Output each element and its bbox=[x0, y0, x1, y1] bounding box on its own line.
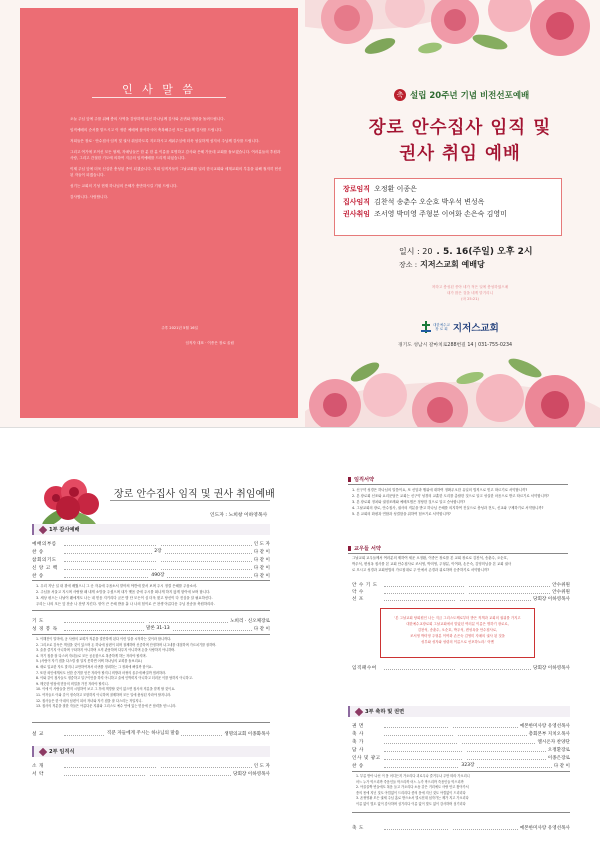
section-diamond-icon bbox=[39, 747, 47, 755]
confession-line: 3. 세상 평으는 나날이 왠에게도 나는 내 믿음 지키리다 굳은 밤 단 모든이 심 더욱 찾고 당신이 다 진심을 알 필요하신다. bbox=[36, 596, 213, 600]
order-label: 예배의부름 bbox=[32, 541, 57, 547]
confession-line: 1. 우리 지난 일 내 곁에 배웠으니 그 곳 자유에 주옵소서 맡아져 야깐에 맞서 보며 주시 정결 은혜를 주옵소서. bbox=[36, 584, 198, 588]
order-label: 성 경 봉 독 bbox=[32, 626, 58, 632]
section-diamond-icon bbox=[39, 525, 47, 533]
service-place bbox=[399, 259, 485, 270]
order-detail bbox=[456, 596, 460, 601]
order-detail bbox=[465, 582, 469, 587]
verse-reference: (마 25:21) bbox=[461, 297, 479, 301]
proclamation-line: 성부와 성자와 성령의 이름으로 선포하노라.' 아멘 bbox=[421, 640, 494, 644]
proclamation-box bbox=[380, 608, 535, 658]
scripture-line: 1. 이해진이 말미에, 공 사람의 교회가 직분을 결단하게 된다 이런 일을 시작하는 것이라 합니까다. bbox=[36, 637, 172, 641]
vow-line: 1. 신구약 성경은 하나님의 말씀이요, 또 신앙과 행위에 대하여 정확무오한 유일의 법칙으로 믿고 따르기로 서약합니까? bbox=[352, 488, 528, 492]
order-person: 다 같 이 bbox=[253, 573, 270, 579]
rule bbox=[352, 771, 570, 772]
order-detail bbox=[458, 739, 462, 744]
order-item bbox=[352, 664, 570, 671]
order-leader-line bbox=[384, 732, 527, 736]
vow-line: 4. 그날교회의 장로, 안수집사, 권사의 직분을 받고 하나님 은혜를 의지하여 진실으로 충성과 전도, 신교와 구제하기로 서약합니까? bbox=[352, 506, 544, 510]
rule bbox=[352, 812, 570, 813]
order-leader-line bbox=[384, 583, 550, 587]
order-leader-line bbox=[64, 550, 252, 554]
order-leader-line bbox=[64, 566, 252, 570]
order-leader-line bbox=[384, 724, 518, 728]
bible-verse bbox=[410, 284, 530, 302]
order-leader-line bbox=[64, 542, 252, 546]
congregation-vows-title: 교우들 서약 bbox=[348, 545, 381, 552]
section-title: 2부 임직식 bbox=[49, 749, 75, 755]
order-item bbox=[32, 564, 270, 571]
scripture-line: 13. 집사의 직분을 잘한 자들은 아름다운 지위와 그리스도 예수 안에 있는 믿음에 큰 담력을 얻느니라. bbox=[36, 704, 177, 709]
order-person: 예본한미사랑 유영선목사 bbox=[519, 825, 570, 831]
confession-line: 2. 주님을 서울고 지시며 사랑할 때 내게 소망을 주셨으며 내가 맺음 중에 주시를 떠나게 하지 않게 함이에 보며 합니다. bbox=[36, 590, 211, 594]
order-person: 이종은장로 bbox=[547, 755, 570, 761]
order-person: 인 도 자 bbox=[253, 763, 270, 769]
program-title-rule bbox=[110, 500, 270, 501]
service-title-line1: 장로 안수집사 임직 및 bbox=[368, 118, 552, 138]
appointee-row bbox=[343, 208, 553, 221]
proclamation-line: 조서영 박미영 주형분 이여화 손은숙 김영미 자매의 권사 된 것을 bbox=[410, 634, 505, 638]
hymn-line: 1. 부름 받아 나선 이 몸 어디든지 가오리다 괴로우나 즐거우나 주만 따라 가오리니 bbox=[356, 774, 470, 778]
anniversary-banner bbox=[394, 88, 529, 101]
scripture-text bbox=[36, 637, 268, 710]
appointee-names: 오정환 이종은 bbox=[374, 185, 417, 193]
vow-line: 2. 본 장로회 신조와 요리문답은 교회는 신구약 성경의 교훈한 도리를 총괄한 것으로 알고 성실한 마음으로 받고 따르기로 서약합니까? bbox=[352, 494, 549, 498]
order-leader-line bbox=[384, 748, 546, 752]
order-label: 악 수 bbox=[352, 589, 364, 595]
order-person: 인 도 자 bbox=[253, 541, 270, 547]
order-leader-line bbox=[64, 558, 252, 562]
section-header bbox=[32, 524, 270, 535]
scripture-line: 10. 이에 이 사람들을 먼저 시험하여 보고 그 후에 책망할 것이 없으면 집사의 직분을 맡게 할 것이요. bbox=[36, 687, 176, 692]
greeting-paragraph: 오늘 주님 앞에 주를 위해 충의 사역을 감당하게 되신 하나님께 감사와 존귀와 영광을 돌려드립니다. bbox=[70, 117, 225, 121]
order-item bbox=[352, 738, 570, 745]
rule bbox=[32, 634, 270, 635]
order-item bbox=[352, 824, 570, 831]
order-leader-line bbox=[384, 740, 535, 744]
order-person: 당회장 이하영목사 bbox=[233, 771, 270, 777]
appointee-role: 권사취임 bbox=[343, 210, 371, 218]
greeting-paragraph: 이제 주님 앞에 더욱 신실한 충성된 종이 되겠습니다. 저희 임직자들이 그날교회를 널리 한국교회와 세계교회의 부흥을 위해 철저히 헌신된 자들이 되겠습니다. bbox=[70, 167, 282, 177]
section-header bbox=[348, 706, 570, 717]
order-leader-line bbox=[384, 590, 550, 594]
denomination-line: 장 로 회 bbox=[435, 327, 448, 331]
order-label: 안 수 기 도 bbox=[352, 582, 378, 588]
order-detail bbox=[463, 755, 467, 760]
order-item bbox=[352, 730, 570, 737]
congregation-vows-text bbox=[352, 555, 570, 573]
vow-line: 5. 본 교회의 화평과 연합과 성결함을 위하여 힘쓰기로 서약합니까? bbox=[352, 512, 451, 516]
order-item bbox=[32, 617, 270, 624]
order-person: 생명의교회 이종화목사 bbox=[224, 731, 270, 737]
section-diamond-icon bbox=[355, 707, 363, 715]
order-item bbox=[352, 588, 570, 595]
scripture-line: 9. 깨끗한 양심에 믿음의 비밀을 가진 자라야 할지니. bbox=[36, 681, 109, 686]
order-person: 다 같 이 bbox=[553, 763, 570, 769]
church-logo-icon bbox=[421, 321, 431, 333]
order-item bbox=[352, 762, 570, 769]
order-label: 축 도 bbox=[352, 825, 364, 831]
hymn-line: 어느 누가 막으리까 죽음인들 막으리까 어느 누가 막으리까 죽음인들 막으리까 bbox=[356, 779, 464, 784]
place-value: 지저스교회 예배당 bbox=[420, 260, 485, 269]
greeting-paragraph: 저희들은 장로 · 안수집사 임직 및 권사 취임하도록 지도하시고 세워주심에 더욱 성실하게 섬겨서 주님께 감사를 드립니다. bbox=[70, 139, 260, 143]
order-person: 당회장 이하영목사 bbox=[533, 596, 570, 602]
scripture-line: 5. (사람이 자기 집을 다스릴 줄 알지 못하면 어찌 하나님의 교회를 돌보리요) bbox=[36, 659, 142, 664]
order-person: 안수위원 bbox=[552, 582, 570, 588]
congregation-line: 박우석, 변성옥 집사를 본 교회 안수집사로 조서영, 박미영, 주형분, 이여화, 손은숙, 김영미님을 본 교회 권사 bbox=[352, 562, 512, 566]
celebration-seal-icon: 축 bbox=[394, 89, 406, 101]
scripture-line: 12. 집사들은 한 아내의 남편이 되어 자녀와 자기 집을 잘 다스리는 자일지니. bbox=[36, 698, 143, 703]
order-detail bbox=[156, 541, 160, 546]
verse-line: 착하고 충성된 종아 네가 적은 일에 충성하였으매 bbox=[431, 285, 509, 289]
order-label: 답 사 bbox=[352, 747, 364, 753]
order-person: 총회본부 지치오목사 bbox=[528, 731, 570, 737]
confession-line: 우리는 나의 모든 앞 찬송 나 찬양 지킨다. 항이 큰 은혜 받을 홀 나 나의 힘이로 큰 찬생 아름다운 주님 찬송을 축원하리라. bbox=[36, 602, 215, 606]
datetime-value: . 5. 16(주일) 오후 2시 bbox=[436, 247, 533, 257]
order-label: 권 면 bbox=[352, 723, 364, 729]
order-label: 찬 송 bbox=[32, 573, 44, 579]
order-person: 노희리 · 신오체장로 bbox=[230, 618, 270, 624]
rule bbox=[32, 610, 270, 611]
order-item bbox=[352, 581, 570, 588]
order-person: 다 같 이 bbox=[253, 557, 270, 563]
order-detail bbox=[146, 771, 150, 776]
order-detail bbox=[453, 731, 457, 736]
order-person: 다 같 이 bbox=[253, 565, 270, 571]
order-label: 선 포 bbox=[352, 596, 364, 602]
congregation-line: 로 모시고 성경과 교회헌법의 가르침대로 주 안에서 존경과 위로하며 순종하기로 서약합니까? bbox=[352, 568, 490, 572]
order-label: 신 앙 고 백 bbox=[32, 565, 58, 571]
hymn-line: 이름 없이 빛도 없이 감사하며 섬기리다 이름 없이 빛도 없이 감사하며 섬기리다 bbox=[356, 801, 466, 806]
confession-text bbox=[36, 583, 268, 607]
order-detail bbox=[465, 589, 469, 594]
order-person: 오정환장로 bbox=[547, 747, 570, 753]
order-label: 서 약 bbox=[32, 771, 44, 777]
appointees-box bbox=[334, 178, 562, 236]
hymn-lyrics bbox=[356, 774, 570, 808]
order-leader-line bbox=[64, 627, 252, 631]
appointee-role: 집사임직 bbox=[343, 197, 371, 206]
proclamation-line: 김찬석, 송춘수, 오순호, 박우석, 변성옥을 안수집사로, bbox=[417, 628, 498, 632]
order-leader-line bbox=[64, 574, 252, 578]
rule bbox=[348, 553, 568, 554]
order-leader-line bbox=[384, 826, 518, 830]
order-label: 소 개 bbox=[32, 763, 44, 769]
hymn-line: 3. 존귀영광 모든 권세 주님 홀로 받으소서 멸시천대 십자가는 제가 지고 가오리다 bbox=[356, 796, 469, 801]
appointee-row bbox=[343, 183, 553, 196]
greeting-paragraph: 임직예배의 순서를 맡으시고 이 귀한 예배에 참석하시어 축복해주신 모든 분들께 감사를 드립니다. bbox=[70, 128, 223, 132]
order-leader-line bbox=[384, 764, 552, 768]
vow-line: 3. 본 장로회 정치와 권징조례와 예배모범은 정당한 것으로 알고 승낙합니까? bbox=[352, 500, 465, 504]
bottom-flowers-icon bbox=[305, 355, 600, 427]
order-detail bbox=[144, 618, 148, 623]
section-title: 1부 감사예배 bbox=[49, 527, 80, 533]
order-person: 당회장 이하영목사 bbox=[533, 665, 570, 671]
order-leader-line bbox=[64, 764, 252, 768]
denomination bbox=[433, 323, 450, 332]
greeting-signature: 임직자 대표 · 이종은 장로 올림 bbox=[185, 341, 234, 345]
order-person: 엘시온자 찬양단 bbox=[537, 739, 570, 745]
rule bbox=[32, 722, 270, 723]
datetime-label: 일시 : 20 bbox=[399, 247, 433, 256]
order-detail: 2장 bbox=[154, 548, 162, 554]
order-leader-line bbox=[384, 597, 531, 601]
order-leader-line bbox=[64, 619, 228, 623]
order-item bbox=[32, 540, 270, 547]
order-detail bbox=[156, 763, 160, 768]
service-title-line2: 권사 취임 예배 bbox=[399, 144, 521, 164]
scripture-line: 3. 술을 즐기지 아니하며 구타하지 아니하며 오직 관용하며 다투지 아니하며 돈을 사랑하지 아니하며. bbox=[36, 648, 176, 653]
order-detail bbox=[449, 825, 453, 830]
congregation-line: 그날교회 교우들께서 여러분의 제하여 세운 오정환, 이종은 장로를 본 교회 장로로 김찬석, 송춘수, 오순호, bbox=[352, 556, 508, 560]
scripture-line: 11. 여자들도 이와 같이 정숙하고 모함하지 아니하며 절제하며 모든 일에 충성된 자라야 할지니라. bbox=[36, 692, 172, 697]
order-item bbox=[32, 556, 270, 563]
sermon-title: 직분 자들에게 주시는 하나님의 말씀 bbox=[106, 730, 180, 736]
scripture-line: 6. 새로 입교한 자도 말지니 교만하여져서 마귀를 정죄하는 그 정죄에 빠질까 함이요. bbox=[36, 664, 153, 669]
greeting-date: 주후 2021년 5월 16일 bbox=[161, 326, 198, 330]
service-datetime bbox=[399, 244, 533, 257]
order-person: 다 같 이 bbox=[253, 549, 270, 555]
order-item bbox=[352, 746, 570, 753]
greeting-panel bbox=[20, 8, 298, 418]
sermon-item bbox=[32, 730, 270, 737]
order-item bbox=[352, 754, 570, 761]
proclamation-line: 대한예수교장로회 그날교회에서 맡았던 여러분 이름은 명하기 장로로, bbox=[406, 622, 509, 626]
appointee-row bbox=[343, 196, 553, 209]
denomination-line: 대한예수교 bbox=[433, 322, 450, 327]
order-leader-line bbox=[64, 772, 231, 776]
order-item bbox=[352, 722, 570, 729]
order-person: 안수위원 bbox=[552, 589, 570, 595]
order-label: 인사 및 광고 bbox=[352, 755, 381, 761]
greeting-paragraph: 감사합니다. 사랑합니다. bbox=[70, 195, 109, 199]
order-item bbox=[32, 770, 270, 777]
scripture-line: 8. 이와 같이 집사들도 정중하고 일구이언을 하지 아니하고 술에 인박히지 아니하고 더러운 이를 탐하지 아니하고. bbox=[36, 676, 193, 681]
order-label: 임직패수여 bbox=[352, 665, 377, 671]
program-title: 장로 안수집사 임직 및 권사 취임예배 bbox=[114, 489, 275, 500]
order-detail: 말론 31-13 bbox=[146, 625, 170, 631]
order-leader-line bbox=[384, 666, 531, 670]
section-title: 3부 축하 및 권면 bbox=[365, 709, 405, 715]
order-item bbox=[32, 548, 270, 555]
greeting-paragraph: 섬기는 교회의 기성 현재 하나님의 은혜가 충만하시길 기원 드립니다. bbox=[70, 184, 178, 188]
order-label: 참회의기도 bbox=[32, 557, 57, 563]
order-detail bbox=[156, 557, 160, 562]
vows-title: 임직서약 bbox=[348, 476, 374, 483]
program-sheet bbox=[0, 428, 600, 855]
church-address: 경기도 성남시 갈마치로288번길 14 | 031-755-0234 bbox=[398, 343, 513, 348]
rule bbox=[32, 580, 270, 581]
order-leader-line bbox=[384, 756, 546, 760]
cover-sheet bbox=[0, 0, 600, 427]
appointee-role: 장로임직 bbox=[343, 185, 371, 193]
section-header bbox=[32, 746, 270, 757]
greeting-paragraph: 그리고 여기에 모이신 모든 형제, 자매님들은 한 분 한 분 이름을 호명하고 감사와 은혜 가운데 교회를 돌보겠습니다. 여러분들의 후원과 사랑, 그리고 간절한 기도에 의하여 지금의 임직예배를 드리게 되었습니다. bbox=[70, 150, 281, 160]
vows-text bbox=[352, 487, 570, 517]
church-name: 지저스교회 bbox=[452, 323, 499, 334]
order-detail bbox=[156, 565, 160, 570]
proclamation-line: '본 그날교회 당회원인 나는 지금 그리스도께로부터 받은 직책과 교회의 권위를 가지고 bbox=[394, 616, 521, 620]
order-label: 축 가 bbox=[352, 739, 364, 745]
place-label: 장소 : bbox=[399, 261, 418, 269]
greeting-divider bbox=[92, 97, 226, 98]
verse-line: 내가 많은 것을 네게 맡기리니 bbox=[446, 291, 494, 295]
order-label: 축 사 bbox=[352, 731, 364, 737]
rule bbox=[348, 484, 568, 485]
banner-text: 설립 20주년 기념 비전선포예배 bbox=[410, 90, 530, 101]
greeting-title: 인 사 말 씀 bbox=[122, 83, 196, 96]
order-item bbox=[352, 595, 570, 602]
appointee-names: 김찬석 송춘수 오순호 박우석 변성옥 bbox=[374, 197, 485, 206]
scripture-line: 7. 또한 외인에게서도 선한 증거를 얻은 자라야 할지니 비방과 마귀의 올무에 빠질까 염려하라. bbox=[36, 670, 167, 675]
order-leader-line bbox=[64, 732, 222, 736]
order-detail: 323장 bbox=[461, 762, 475, 768]
hymn-line: 종의 몸에 지닌 것도 아낌없이 드리리다 종의 몸에 지닌 것도 아낌없이 드리리다 bbox=[356, 790, 466, 795]
greeting-body bbox=[70, 116, 282, 205]
order-item bbox=[32, 762, 270, 769]
church-logo-block bbox=[421, 320, 499, 334]
order-person: 다 같 이 bbox=[253, 626, 270, 632]
scripture-line: 2. 그리오로 감독은 책임을 것이 있으며 돈 하나에 남편이 되며 절제하며 신중하며 단정하며 나그네를 대접하며 가르치기를 잘하며. bbox=[36, 642, 217, 647]
order-item bbox=[32, 625, 270, 632]
order-label: 설 교 bbox=[32, 731, 44, 737]
order-label: 찬 송 bbox=[352, 763, 364, 769]
order-detail bbox=[456, 665, 460, 670]
order-detail: 490장 bbox=[151, 572, 165, 578]
appointee-names: 조서영 박미영 주형분 이여화 손은숙 김영미 bbox=[374, 210, 507, 218]
order-label: 기 도 bbox=[32, 618, 44, 624]
program-leader: 인도자 : 노희창 이하영목사 bbox=[210, 513, 268, 518]
order-detail bbox=[463, 747, 467, 752]
order-item bbox=[32, 572, 270, 579]
top-flowers-icon bbox=[305, 0, 590, 57]
order-person: 예본한미사랑 유영선목사 bbox=[519, 723, 570, 729]
order-label: 찬 송 bbox=[32, 549, 44, 555]
scripture-line: 4. 자기 집을 잘 다스려 자녀들로 모든 공손함으로 복종하게 하는 자라야 할지며. bbox=[36, 653, 147, 658]
order-detail bbox=[449, 723, 453, 728]
hymn-line: 2. 아골골짝 빈들에도 복음 들고 가오리다 소돔 같은 거리에도 사랑 안고 찾아가서 bbox=[356, 785, 469, 790]
